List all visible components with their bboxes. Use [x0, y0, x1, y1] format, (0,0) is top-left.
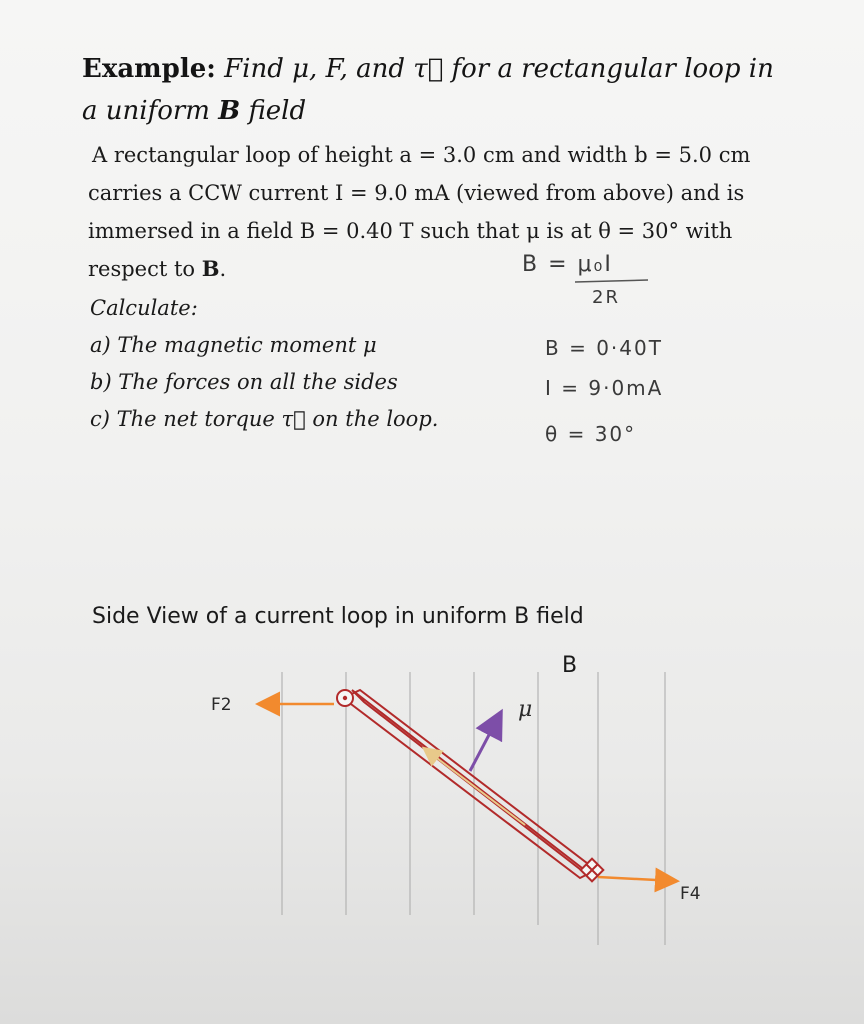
moment-label: μ [518, 697, 533, 722]
handwritten-fraction-bar [575, 280, 648, 282]
problem-line-4-prefix: respect to [88, 257, 202, 281]
handwritten-given-i: I = 9·0mA [545, 376, 664, 400]
title-part3: a uniform [82, 96, 219, 126]
field-lines [282, 672, 665, 945]
title-part2: for a rectangular loop in [443, 54, 774, 84]
current-out-dot [343, 696, 347, 700]
title-lead: Example: [82, 54, 216, 84]
problem-line-2: carries a CCW current I = 9.0 mA (viewed from above) and is [88, 181, 745, 205]
handwritten-formula-top: B = μ₀I [522, 252, 613, 277]
field-label: B [562, 653, 578, 678]
calculate-item-b: b) The forces on all the sides [90, 370, 398, 394]
handwritten-given-theta: θ = 30° [545, 422, 637, 446]
force-f2-label: F2 [211, 695, 232, 715]
title-part4: field [240, 96, 307, 126]
calculate-item-a: a) The magnetic moment μ [90, 333, 377, 357]
calculate-heading: Calculate: [90, 296, 198, 320]
title-part1: Find μ, F, and [215, 54, 414, 84]
problem-line-3: immersed in a field B = 0.40 T such that μ is at θ = 30° with [88, 219, 733, 243]
title-tau: τ⃗ [413, 54, 444, 84]
calculate-item-c: c) The net torque τ⃗ on the loop. [90, 407, 439, 431]
handwritten-formula-bottom: 2R [592, 287, 620, 308]
diagram-title: Side View of a current loop in uniform B field [92, 604, 584, 629]
handwritten-given-b: B = 0·40T [545, 336, 663, 360]
force-f4-label: F4 [680, 884, 701, 904]
problem-line-1: A rectangular loop of height a = 3.0 cm and width b = 5.0 cm [92, 143, 751, 167]
force-f4-arrow [598, 877, 675, 881]
title-bold-b: B [218, 96, 241, 126]
problem-line-4-bold: B [201, 256, 220, 281]
problem-line-4-suffix: . [219, 257, 227, 281]
